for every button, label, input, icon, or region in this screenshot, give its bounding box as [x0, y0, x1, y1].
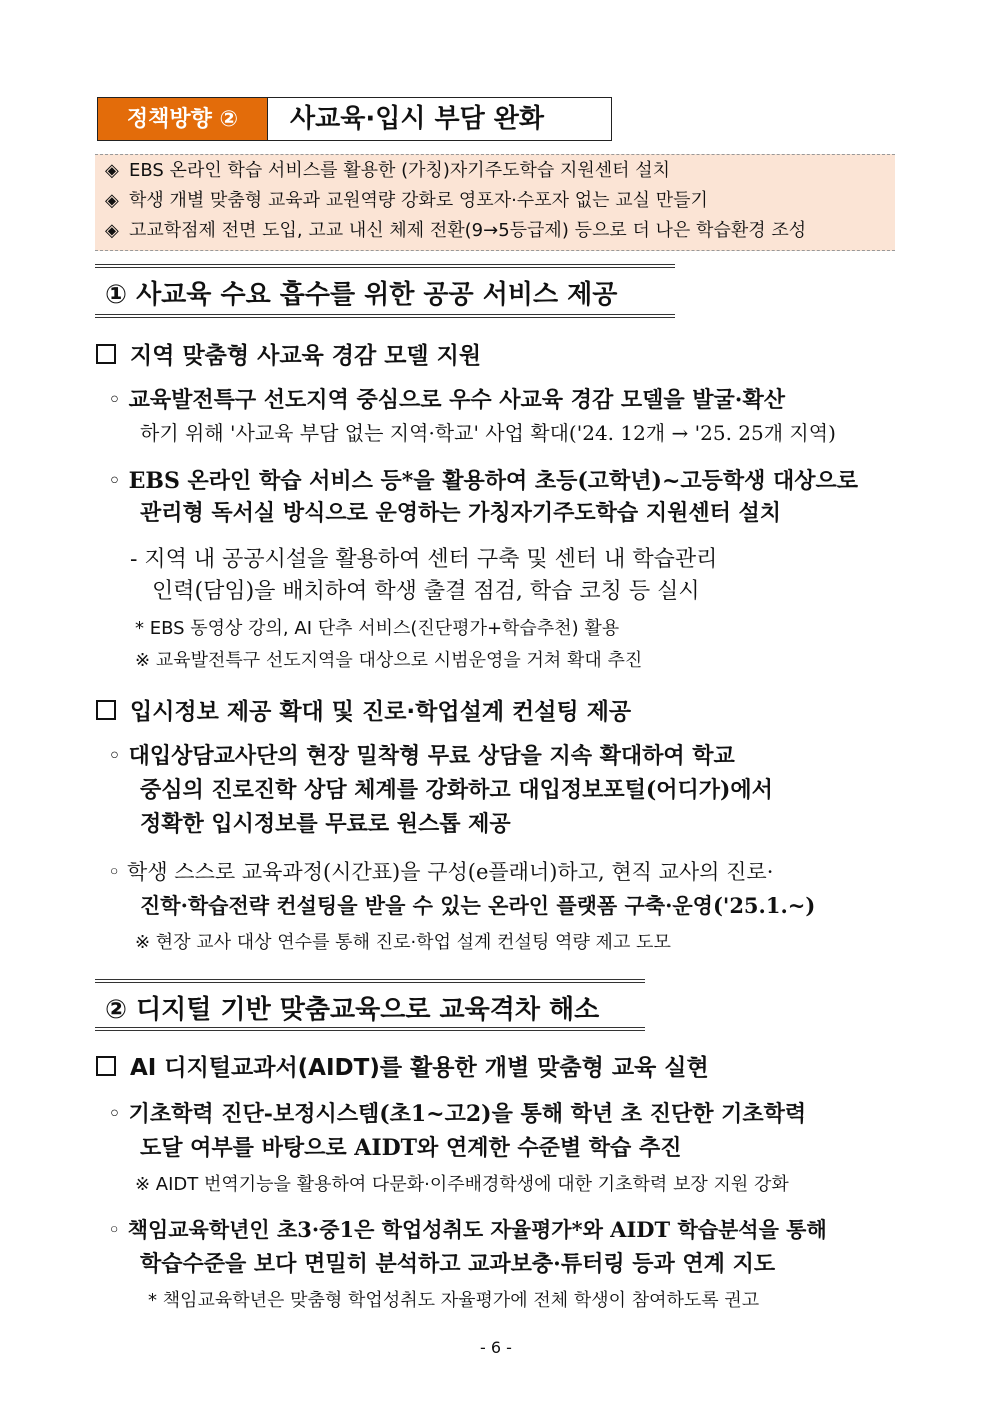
- page-number: - 6 -: [480, 1338, 512, 1357]
- paragraph-line: 관리형 독서실 방식으로 운영하는 가칭자기주도학습 지원센터 설치: [140, 500, 782, 526]
- section-rule-top: [95, 264, 675, 268]
- subsection-title: 지역 맞춤형 사교육 경감 모델 지원: [96, 337, 481, 370]
- paragraph-line: ◦ 책임교육학년인 초3·중1은 학업성취도 자율평가*와 AIDT 학습분석을 통해: [108, 1217, 827, 1242]
- policy-title: 사교육·입시 부담 완화: [268, 97, 612, 141]
- dash-line: - 지역 내 공공시설을 활용하여 센터 구축 및 센터 내 학습관리: [130, 547, 718, 572]
- subsection-title: AI 디지털교과서(AIDT)를 활용한 개별 맞춤형 교육 실현: [96, 1049, 709, 1082]
- paragraph-line: ◦ 교육발전특구 선도지역 중심으로 우수 사교육 경감 모델을 발굴·확산: [108, 387, 785, 413]
- policy-tag: 정책방향 ②: [97, 97, 268, 141]
- paragraph-line: ◦ 대입상담교사단의 현장 밀착형 무료 상담을 지속 확대하여 학교: [108, 743, 735, 769]
- checkbox-square-icon: [96, 700, 116, 720]
- diamond-bullet-icon: ◈: [105, 190, 119, 211]
- paragraph-line: 진학·학습전략 컨설팅을 받을 수 있는 온라인 플랫폼 구축·운영('25.1.~): [140, 893, 816, 918]
- reference-note: ※ AIDT 번역기능을 활용하여 다문화·이주배경학생에 대한 기초학력 보장 지원 강화: [135, 1174, 789, 1195]
- checkbox-square-icon: [96, 1056, 116, 1076]
- paragraph-line: 중심의 진로진학 상담 체계를 강화하고 대입정보포털(어디가)에서: [140, 777, 773, 803]
- diamond-bullet-icon: ◈: [105, 220, 119, 241]
- dash-line: 인력(담임)을 배치하여 학생 출결 점검, 학습 코칭 등 실시: [152, 579, 700, 604]
- reference-note: ※ 교육발전특구 선도지역을 대상으로 시범운영을 거쳐 확대 추진: [135, 650, 643, 671]
- paragraph-line: ◦ 학생 스스로 교육과정(시간표)을 구성(e플래너)하고, 현직 교사의 진로·: [108, 860, 774, 884]
- section-rule-top: [95, 979, 645, 983]
- section-rule-bottom: [95, 314, 675, 318]
- paragraph-line: ◦ 기초학력 진단-보정시스템(초1~고2)을 통해 학년 초 진단한 기초학력: [108, 1101, 807, 1127]
- subsection-title: 입시정보 제공 확대 및 진로·학업설계 컨설팅 제공: [96, 693, 631, 726]
- diamond-bullet-icon: ◈: [105, 160, 119, 181]
- paragraph-line: 정확한 입시정보를 무료로 원스톱 제공: [140, 811, 511, 837]
- paragraph-line: 학습수준을 보다 면밀히 분석하고 교과보충·튜터링 등과 연계 지도: [140, 1251, 776, 1277]
- summary-line: ◈ 학생 개별 맞춤형 교육과 교원역량 강화로 영포자·수포자 없는 교실 만들기: [105, 187, 708, 215]
- section-title: ② 디지털 기반 맞춤교육으로 교육격차 해소: [105, 995, 600, 1025]
- footnote: * EBS 동영상 강의, AI 단추 서비스(진단평가+학습추천) 활용: [135, 618, 620, 639]
- summary-line: ◈ EBS 온라인 학습 서비스를 활용한 (가칭)자기주도학습 지원센터 설치: [105, 157, 670, 185]
- paragraph-line: 하기 위해 '사교육 부담 없는 지역·학교' 사업 확대('24. 12개 → '25. 25개 지역): [140, 421, 836, 445]
- section-title: ① 사교육 수요 흡수를 위한 공공 서비스 제공: [105, 280, 618, 310]
- reference-note: ※ 현장 교사 대상 연수를 통해 진로·학업 설계 컨설팅 역량 제고 도모: [135, 932, 671, 953]
- section-rule-bottom: [95, 1027, 645, 1031]
- summary-line: ◈ 고교학점제 전면 도입, 고교 내신 체제 전환(9→5등급제) 등으로 더 나은 학습환경 조성: [105, 217, 806, 245]
- checkbox-square-icon: [96, 344, 116, 364]
- paragraph-line: ◦ EBS 온라인 학습 서비스 등*을 활용하여 초등(고학년)~고등학생 대상으로: [108, 468, 859, 494]
- paragraph-line: 도달 여부를 바탕으로 AIDT와 연계한 수준별 학습 추진: [140, 1135, 682, 1161]
- footnote: * 책임교육학년은 맞춤형 학업성취도 자율평가에 전체 학생이 참여하도록 권고: [148, 1290, 760, 1311]
